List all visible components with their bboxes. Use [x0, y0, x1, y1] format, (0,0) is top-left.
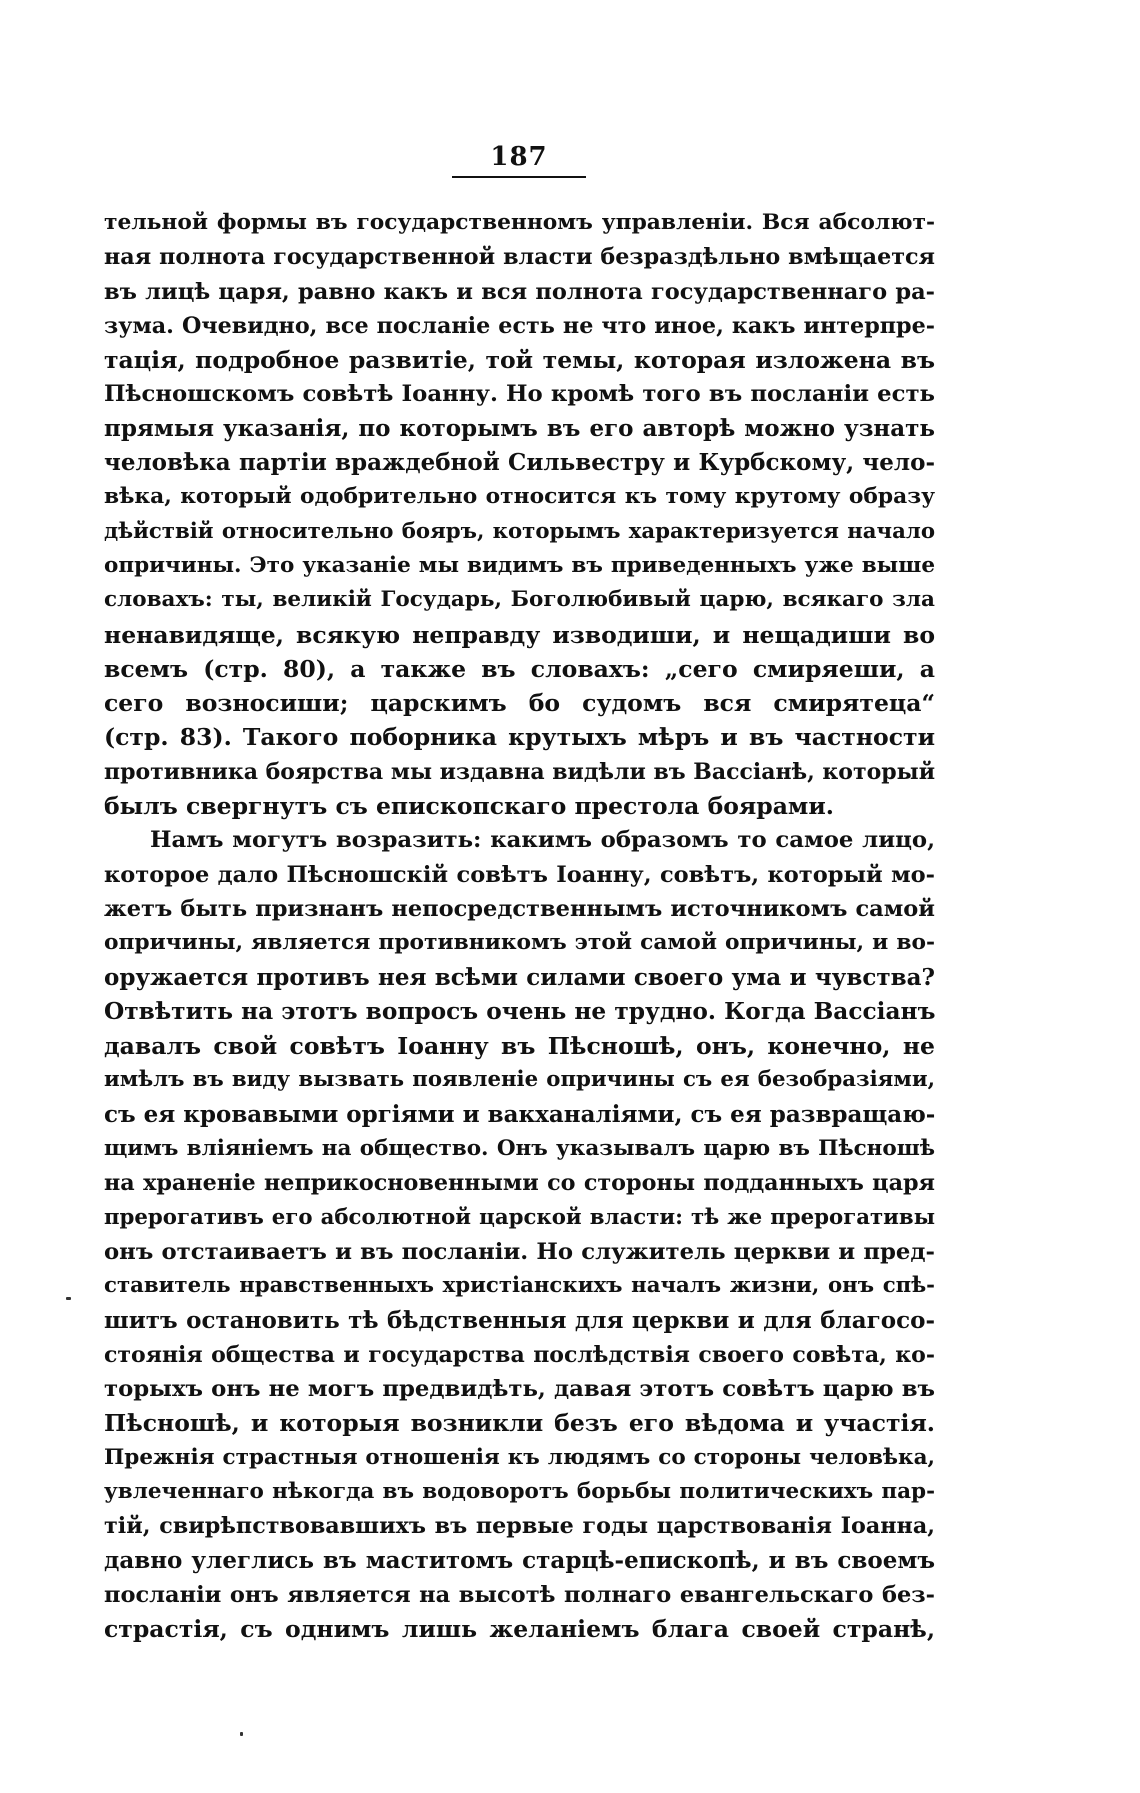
text-line: опричины, является противникомъ этой самой опричины, и во-	[104, 930, 935, 956]
text-line: давалъ свой совѣтъ Іоанну въ Пѣсношѣ, онъ, конечно, не	[104, 1032, 935, 1061]
text-line: всемъ (стр. 80), а также въ словахъ: „сего смиряеши, а	[104, 654, 935, 683]
text-line: торыхъ онъ не могъ предвидѣть, давая этотъ совѣтъ царю въ	[104, 1376, 935, 1403]
text-line: вѣка, который одобрительно относится къ тому крутому образу	[104, 484, 935, 510]
text-line: ненавидяще, всякую неправду изводиши, и нещадиши во	[104, 620, 935, 649]
text-line: сего возносиши; царскимъ бо судомъ вся смирятеца“	[104, 689, 935, 718]
body-text	[104, 206, 935, 1646]
scan-speck	[240, 1732, 243, 1736]
page-number: 187	[490, 142, 548, 172]
text-line: Прежнія страстныя отношенія къ людямъ со стороны человѣка,	[104, 1444, 935, 1470]
text-line: онъ отстаиваетъ и въ посланіи. Но служитель церкви и пред-	[104, 1238, 935, 1265]
text-line: съ ея кровавыми оргіями и вакханаліями, съ ея развращаю-	[104, 1100, 935, 1128]
text-line: человѣка партіи враждебной Сильвестру и Курбскому, чело-	[104, 449, 935, 477]
text-line: тація, подробное развитіе, той темы, которая изложена въ	[104, 346, 935, 375]
text-line: шитъ остановить тѣ бѣдственныя для церкви и для благосо-	[104, 1306, 935, 1334]
paragraph-start-line: Намъ могутъ возразить: какимъ образомъ то самое лицо,	[150, 827, 935, 854]
scan-speck	[66, 1297, 71, 1300]
text-line: ставитель нравственныхъ христіанскихъ началъ жизни, онъ спѣ-	[104, 1273, 935, 1299]
text-line: противника боярства мы издавна видѣли въ Вассіанѣ, который	[104, 758, 935, 785]
text-line: ная полнота государственной власти безраздѣльно вмѣщается	[104, 244, 935, 271]
text-line: Отвѣтить на этотъ вопросъ очень не трудно. Когда Вассіанъ	[104, 997, 935, 1025]
text-line: Пѣсношѣ, и которыя возникли безъ его вѣдома и участія.	[104, 1409, 935, 1438]
text-line: которое дало Пѣсношскій совѣтъ Іоанну, совѣтъ, который мо-	[104, 861, 935, 888]
text-line: давно улеглись въ маститомъ старцѣ-епископѣ, и въ своемъ	[104, 1546, 935, 1574]
text-line: прямыя указанія, по которымъ въ его авторѣ можно узнать	[104, 414, 935, 442]
text-line: зума. Очевидно, все посланіе есть не что иное, какъ интерпре-	[104, 312, 935, 339]
text-line: увлеченнаго нѣкогда въ водоворотъ борьбы политическихъ пар-	[104, 1478, 935, 1504]
text-line: въ лицѣ царя, равно какъ и вся полнота государственнаго ра-	[104, 278, 935, 305]
text-line: щимъ вліяніемъ на общество. Онъ указывалъ царю въ Пѣсношѣ	[104, 1136, 935, 1162]
text-line: Пѣсношскомъ совѣтѣ Іоанну. Но кромѣ того въ посланіи есть	[104, 381, 935, 408]
text-line: (стр. 83). Такого поборника крутыхъ мѣръ и въ частности	[104, 723, 935, 752]
text-line: прерогативъ его абсолютной царской власти: тѣ же прерогативы	[104, 1204, 935, 1230]
text-line: посланіи онъ является на высотѣ полнаго евангельскаго без-	[104, 1581, 935, 1608]
text-line: опричины. Это указаніе мы видимъ въ приведенныхъ уже выше	[104, 552, 935, 578]
text-line: словахъ: ты, великій Государь, Боголюбивый царю, всякаго зла	[104, 587, 935, 613]
text-line: тельной формы въ государственномъ управленіи. Вся абсолют-	[104, 210, 935, 235]
text-line: оружается противъ нея всѣми силами своего ума и чувства?	[104, 963, 935, 991]
paragraph-end-line: былъ свергнутъ съ епископскаго престола боярами.	[104, 792, 834, 821]
text-line: страстія, съ однимъ лишь желаніемъ блага своей странѣ,	[104, 1615, 935, 1644]
text-line: тій, свирѣпствовавшихъ въ первые годы царствованія Іоанна,	[104, 1513, 935, 1540]
text-line: имѣлъ въ виду вызвать появленіе опричины съ ея безобразіями,	[104, 1067, 935, 1093]
text-line: дѣйствій относительно бояръ, которымъ характеризуется начало	[104, 518, 935, 544]
text-line: жетъ быть признанъ непосредственнымъ источникомъ самой	[104, 895, 935, 922]
text-line: на храненіе неприкосновенными со стороны подданныхъ царя	[104, 1170, 935, 1197]
page-number-rule	[452, 176, 586, 178]
text-line: стоянія общества и государства послѣдствія своего совѣта, ко-	[104, 1341, 935, 1368]
